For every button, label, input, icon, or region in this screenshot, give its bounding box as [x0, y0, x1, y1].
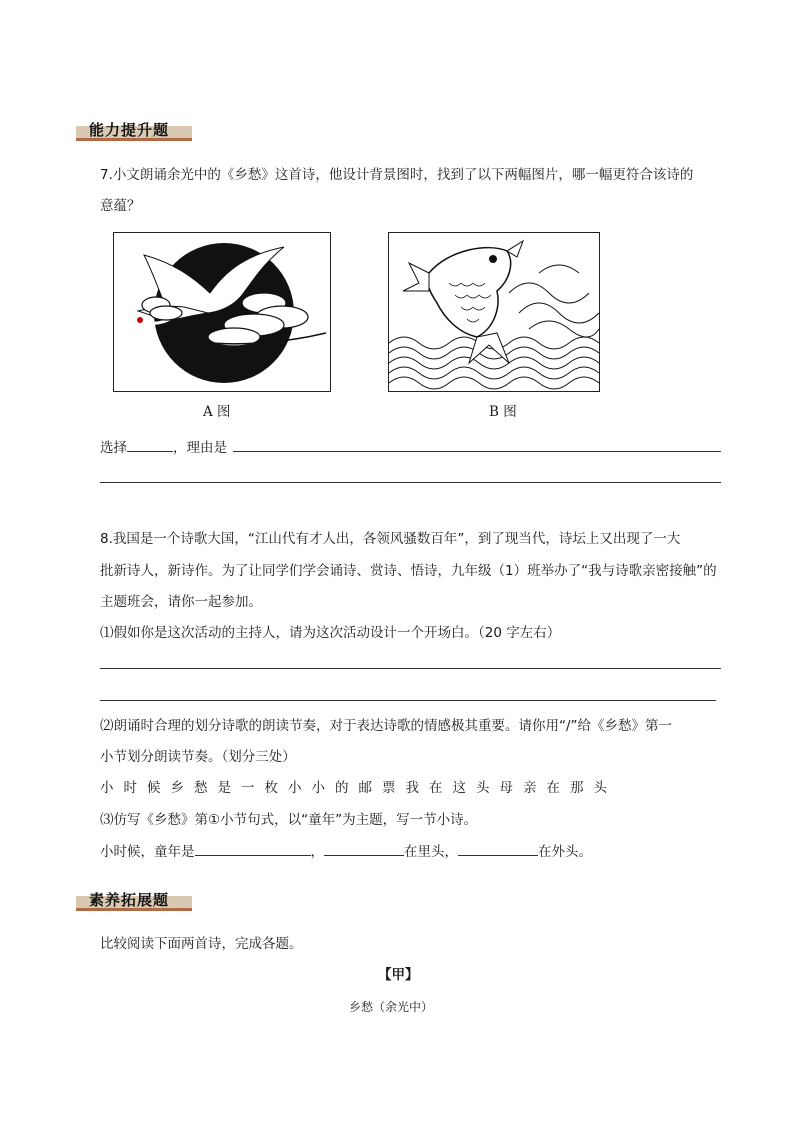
- q7-text-line1: 7.小文朗诵余光中的《乡愁》这首诗，他设计背景图时，找到了以下两幅图片，哪一幅更符合该诗的: [100, 167, 694, 183]
- q8-text-line3: 主题班会，请你一起参加。: [100, 594, 262, 610]
- poem-char: 在: [546, 780, 560, 796]
- fill-inside: 在里头，: [404, 844, 458, 860]
- carp-waves-image: [388, 232, 600, 392]
- poem-char: 票: [382, 780, 396, 796]
- q7-choose-label: 选择: [100, 440, 127, 456]
- compare-intro: 比较阅读下面两首诗，完成各题。: [100, 936, 303, 952]
- poem-char: 亲: [523, 780, 537, 796]
- poem-char: 的: [335, 780, 349, 796]
- section-title-ability: 能力提升题: [89, 121, 170, 139]
- fill-blank-1[interactable]: [195, 841, 311, 856]
- q7-choice-blank[interactable]: [127, 437, 173, 452]
- poem-char: 母: [499, 780, 513, 796]
- fill-blank-3[interactable]: [458, 841, 538, 856]
- poem-char: 乡: [170, 780, 184, 796]
- q7-reason-answer-line[interactable]: [233, 451, 721, 452]
- poem-jia-label: 【甲】: [378, 967, 419, 983]
- q8-sub2-line1: ⑵朗诵时合理的划分诗歌的朗读节奏，对于表达诗歌的情感极其重要。请你用“/”给《乡愁》第一: [100, 718, 673, 734]
- q8-sub1-answer-line-2[interactable]: [100, 700, 716, 701]
- poem-char: 这: [452, 780, 466, 796]
- q8-text-line2: 批新诗人，新诗作。为了让同学们学会诵诗、赏诗、悟诗，九年级（1）班举办了“我与诗歌亲密接触”的: [100, 563, 717, 579]
- q7-choice-row: [100, 437, 227, 458]
- poem-char: 那: [570, 780, 584, 796]
- q7-reason-answer-line-2[interactable]: [100, 482, 721, 483]
- image-b-caption: B 图: [489, 404, 517, 420]
- poem-char: 头: [593, 780, 607, 796]
- poem-rhythm-line[interactable]: [100, 778, 617, 798]
- poem-char: 头: [476, 780, 490, 796]
- q8-sub1-answer-line-1[interactable]: [100, 668, 721, 669]
- q8-text-line1: 8.我国是一个诗歌大国，“江山代有才人出，各领风骚数百年”，到了现当代，诗坛上又出现了一大: [100, 531, 681, 547]
- q8-sub3-text: ⑶仿写《乡愁》第①小节句式，以“童年”为主题，写一节小诗。: [100, 812, 478, 828]
- poem-char: 候: [147, 780, 161, 796]
- q8-sub2-line2: 小节划分朗读节奏。（划分三处）: [100, 749, 296, 765]
- fill-comma: ，: [310, 844, 324, 860]
- carp-waves-drawing: [389, 233, 599, 391]
- fill-outside: 在外头。: [538, 844, 592, 860]
- poem-char: 愁: [194, 780, 208, 796]
- fill-prefix: 小时候，童年是: [100, 844, 195, 860]
- poem-char: 小: [288, 780, 302, 796]
- poem-title: 乡愁（余光中）: [349, 1000, 434, 1014]
- q7-reason-label: ，理由是: [173, 440, 227, 456]
- section-title-extension: 素养拓展题: [89, 891, 170, 909]
- poem-char: 是: [217, 780, 231, 796]
- crane-moon-cloud-image: [113, 232, 331, 392]
- poem-char: 我: [405, 780, 419, 796]
- poem-char: 一: [241, 780, 255, 796]
- fill-blank-2[interactable]: [324, 841, 404, 856]
- q8-sub1-text: ⑴假如你是这次活动的主持人，请为这次活动设计一个开场白。（20 字左右）: [100, 625, 561, 641]
- poem-char: 小: [100, 780, 114, 796]
- poem-char: 小: [311, 780, 325, 796]
- poem-char: 枚: [264, 780, 278, 796]
- q7-text-line2: 意蕴？: [100, 198, 141, 214]
- poem-char: 时: [123, 780, 137, 796]
- crane-moon-cloud-drawing: [114, 233, 330, 391]
- q8-sub3-fill-row: [100, 841, 592, 862]
- image-a-caption: A 图: [203, 404, 231, 420]
- poem-char: 在: [429, 780, 443, 796]
- poem-char: 邮: [358, 780, 372, 796]
